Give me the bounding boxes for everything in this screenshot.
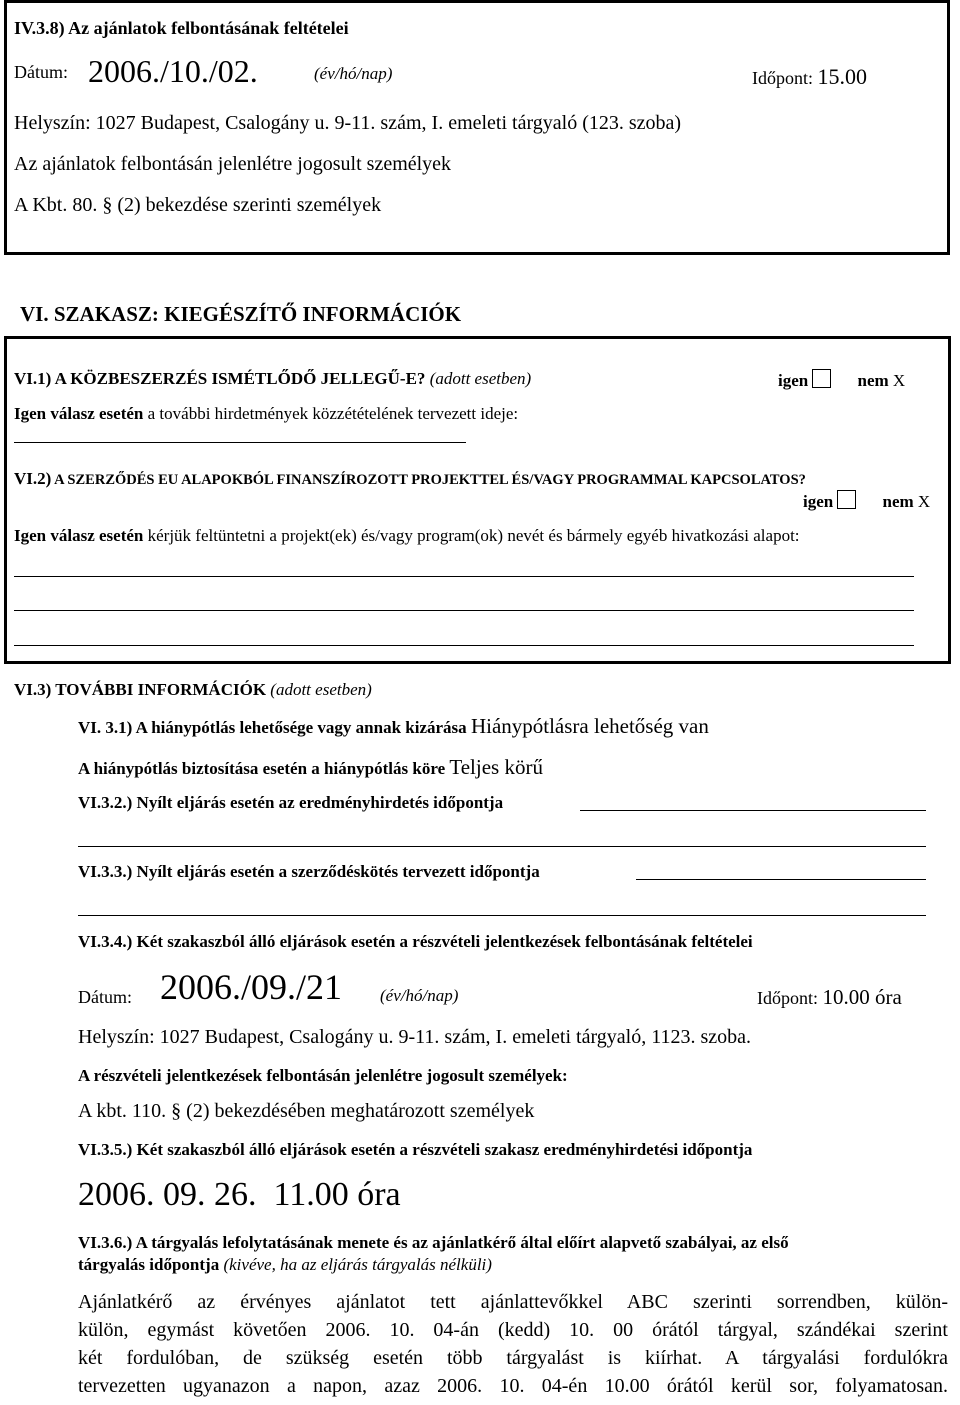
vi1-followup-rest: a további hirdetmények közzétételének tervezett ideje: — [147, 404, 519, 423]
vi33-label: VI.3.3.) Nyílt eljárás esetén a szerződéskötés tervezett időpontja — [78, 862, 540, 881]
iv38-datum-format: (év/hó/nap) — [314, 64, 393, 83]
iv38-idopont-label: Időpont: — [752, 68, 813, 88]
iv38-idopont-value: 15.00 — [817, 64, 867, 89]
iv38-helyszin: Helyszín: 1027 Budapest, Csalogány u. 9-11. szám, I. emeleti tárgyaló (123. szoba) — [14, 112, 682, 134]
vi32-answer-line-1[interactable] — [580, 810, 926, 811]
iv38-idopont — [752, 64, 867, 90]
vi34-label: VI.3.4.) Két szakaszból álló eljárások esetén a részvételi jelentkezések felbontásának feltételei — [78, 932, 753, 951]
section-vi-title: VI. SZAKASZ: KIEGÉSZÍTŐ INFORMÁCIÓK — [20, 302, 462, 326]
vi3-heading: VI.3) TOVÁBBI INFORMÁCIÓK — [14, 680, 267, 699]
vi31-label: VI. 3.1) A hiánypótlás lehetősége vagy annak kizárása — [78, 718, 467, 737]
vi1-note: (adott esetben) — [429, 369, 532, 388]
vi34-idopont — [757, 985, 902, 1010]
vi2-num: VI.2) — [14, 469, 52, 488]
vi34-datum-format: (év/hó/nap) — [380, 986, 459, 1005]
iv38-heading: IV.3.8) Az ajánlatok felbontásának feltételei — [14, 18, 349, 38]
vi35-label: VI.3.5.) Két szakaszból álló eljárások esetén a részvételi szakasz eredményhirdetési időpontja — [78, 1140, 753, 1159]
vi2-answer — [803, 490, 930, 512]
iv38-jogosultak-label: Az ajánlatok felbontásán jelenlétre jogosult személyek — [14, 153, 452, 175]
vi34-jogosultak-value: A kbt. 110. § (2) bekezdésében meghatározott személyek — [78, 1100, 535, 1122]
iv38-datum-value: 2006./10./02. — [88, 53, 258, 89]
vi2-question-line — [14, 469, 806, 489]
vi2-followup — [14, 526, 800, 546]
vi34-datum-label: Dátum: — [78, 987, 132, 1007]
vi1-followup — [14, 404, 518, 424]
hp-kore-line — [78, 755, 543, 780]
vi2-nem-label: nem — [882, 492, 914, 511]
vi34-datum-value: 2006./09./21 — [160, 967, 343, 1007]
vi1-answer-line[interactable] — [14, 442, 466, 443]
vi2-question: A SZERZŐDÉS EU ALAPOKBÓL FINANSZÍROZOTT PROJEKTTEL ÉS/VAGY PROGRAMMAL KAPCSOLATOS? — [54, 472, 806, 488]
vi36-text-line-3: két fordulóban, de szükség esetén több tárgyalást is kiírhat. A tárgyalási fordulókra — [78, 1347, 948, 1369]
vi2-followup-bold: Igen válasz esetén — [14, 526, 144, 545]
vi32-label: VI.3.2.) Nyílt eljárás esetén az eredményhirdetés időpontja — [78, 793, 504, 812]
hp-kore-value: Teljes körű — [449, 755, 543, 779]
vi2-answer-line-3[interactable] — [14, 645, 914, 646]
vi32-answer-line-2[interactable] — [78, 846, 926, 847]
vi34-helyszin: Helyszín: 1027 Budapest, Csalogány u. 9-11. szám, I. emeleti tárgyaló, 1123. szoba. — [78, 1026, 752, 1048]
vi2-igen-checkbox[interactable] — [837, 490, 856, 509]
vi1-nem-mark: X — [892, 371, 906, 390]
vi36-label-bold: tárgyalás időpontja — [78, 1255, 220, 1274]
vi36-label-line2 — [78, 1255, 492, 1275]
vi1-question-line — [14, 369, 531, 389]
vi36-label-line1: VI.3.6.) A tárgyalás lefolytatásának menete és az ajánlatkérő által előírt alapvető szabályai, az első — [78, 1233, 789, 1252]
vi1-followup-bold: Igen válasz esetén — [14, 404, 144, 423]
vi36-text-line-1: Ajánlatkérő az érvényes ajánlatot tett ajánlattevőkkel ABC szerinti sorrendben, külön- — [78, 1291, 948, 1313]
vi1-nem-label: nem — [857, 371, 889, 390]
iv38-datum-label: Dátum: — [14, 62, 68, 82]
vi2-igen-label: igen — [803, 492, 834, 511]
vi2-followup-rest: kérjük feltüntetni a projekt(ek) és/vagy program(ok) nevét és bármely egyéb hivatkozási alapot: — [147, 526, 800, 545]
vi34-idopont-value: 10.00 óra — [822, 985, 902, 1009]
vi1-answer — [778, 369, 905, 391]
vi35-value: 2006. 09. 26. 11.00 óra — [78, 1176, 401, 1213]
vi36-text-line-4: tervezetten ugyanazon a napon, azaz 2006. 10. 04-én 10.00 órától kerül sor, folyamatosan. — [78, 1375, 948, 1397]
vi34-jogosultak-label: A részvételi jelentkezések felbontásán jelenlétre jogosult személyek: — [78, 1066, 568, 1085]
vi33-answer-line-2[interactable] — [78, 915, 926, 916]
vi36-label-italic: (kivéve, ha az eljárás tárgyalás nélküli) — [223, 1255, 492, 1274]
vi31-line — [78, 714, 709, 739]
vi31-value: Hiánypótlásra lehetőség van — [470, 714, 709, 738]
vi33-answer-line-1[interactable] — [636, 879, 926, 880]
vi1-igen-label: igen — [778, 371, 809, 390]
vi2-nem-mark: X — [917, 492, 931, 511]
vi1-igen-checkbox[interactable] — [812, 369, 831, 388]
hp-kore-label: A hiánypótlás biztosítása esetén a hiánypótlás köre — [78, 759, 446, 778]
vi34-idopont-label: Időpont: — [757, 988, 818, 1008]
vi2-answer-line-2[interactable] — [14, 610, 914, 611]
vi3-heading-line — [14, 680, 372, 700]
vi2-answer-line-1[interactable] — [14, 576, 914, 577]
vi1-num: VI.1) — [14, 369, 52, 388]
vi1-question: A KÖZBESZERZÉS ISMÉTLŐDŐ JELLEGŰ-E? — [54, 369, 426, 388]
vi36-text-line-2: külön, egymást követően 2006. 10. 04-án (kedd) 10. 00 órától tárgyal, szándékai szerint — [78, 1319, 948, 1341]
vi3-note: (adott esetben) — [270, 680, 372, 699]
iv38-jogosultak-value: A Kbt. 80. § (2) bekezdése szerinti személyek — [14, 194, 382, 216]
